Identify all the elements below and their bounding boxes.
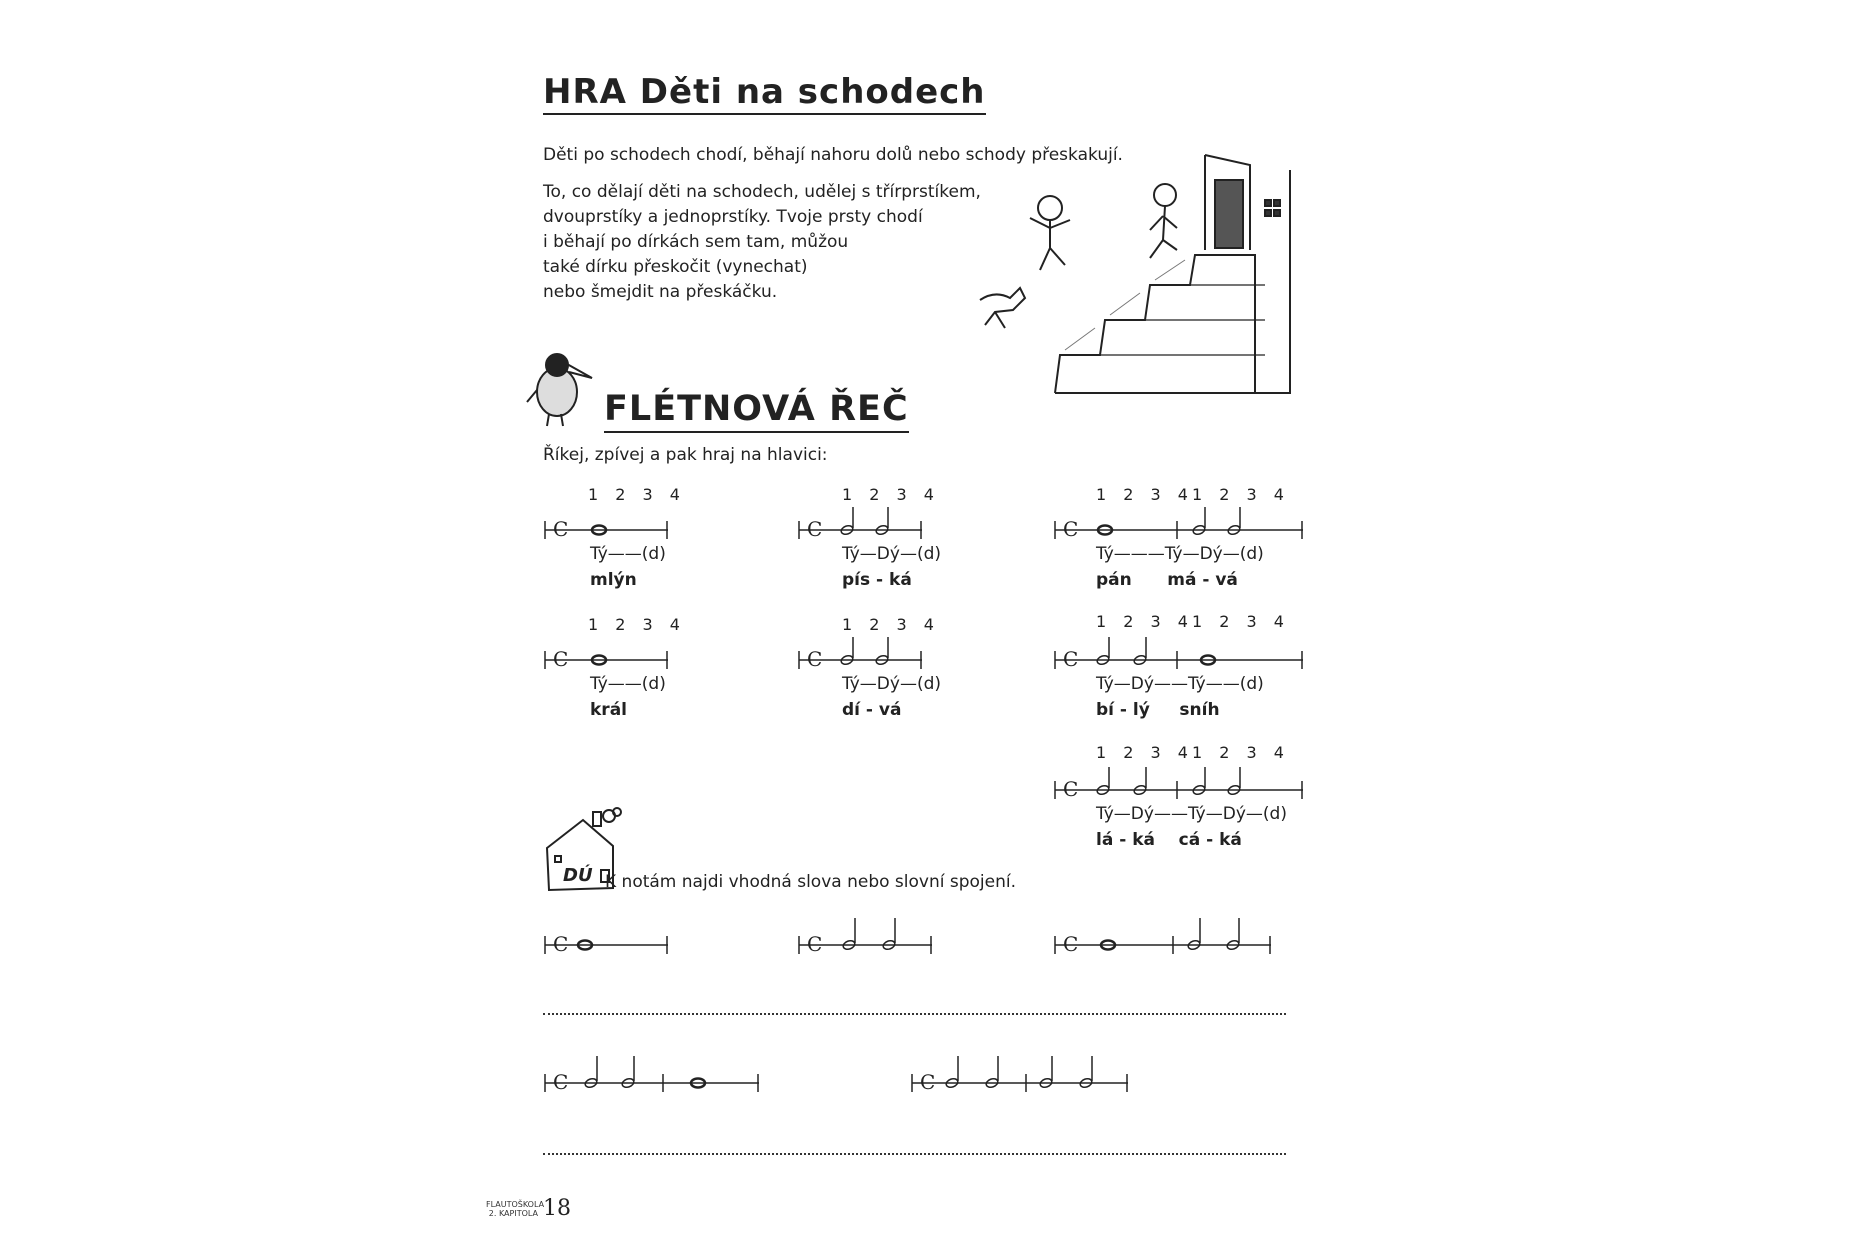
svg-text:C: C bbox=[1063, 647, 1079, 671]
svg-text:C: C bbox=[1063, 777, 1079, 801]
svg-text:C: C bbox=[553, 647, 569, 671]
svg-text:C: C bbox=[553, 932, 569, 956]
section-title-fletnova-rec: FLÉTNOVÁ ŘEČ bbox=[604, 390, 909, 433]
footer-book: FLAUTOŠKOLA bbox=[486, 1200, 545, 1209]
notation-staff bbox=[1053, 505, 1308, 545]
syllables: Tý—Dý—(d) bbox=[842, 544, 942, 564]
page-number: 18 bbox=[543, 1196, 571, 1221]
notation-staff bbox=[797, 505, 927, 545]
notation-staff bbox=[797, 635, 927, 675]
svg-text:C: C bbox=[920, 1070, 936, 1094]
notation-staff bbox=[1053, 635, 1308, 675]
answer-line[interactable] bbox=[543, 1153, 1286, 1155]
beat-counts: 1 2 3 4 bbox=[1192, 743, 1290, 762]
instructions-paragraph bbox=[543, 180, 981, 305]
beat-counts: 1 2 3 4 bbox=[842, 485, 940, 504]
instruction-line: To, co dělají děti na schodech, udělej s třírprstíkem, bbox=[543, 182, 981, 202]
instruction-line: dvouprstíky a jednoprstíky. Tvoje prsty chodí bbox=[543, 207, 923, 227]
beat-counts: 1 2 3 4 bbox=[1096, 485, 1194, 504]
instruction-line: nebo šmejdit na přeskáčku. bbox=[543, 282, 778, 302]
notation-staff bbox=[1053, 765, 1308, 805]
svg-text:C: C bbox=[553, 517, 569, 541]
syllables: Tý——(d) bbox=[590, 544, 666, 564]
beat-counts: 1 2 3 4 bbox=[1192, 612, 1290, 631]
syllables: Tý———Tý—Dý—(d) bbox=[1096, 544, 1264, 564]
homework-staff bbox=[543, 920, 673, 960]
svg-text:C: C bbox=[1063, 932, 1079, 956]
syllables: Tý—Dý——Tý—Dý—(d) bbox=[1096, 804, 1287, 824]
svg-text:C: C bbox=[553, 1070, 569, 1094]
section-title-hra: HRA Děti na schodech bbox=[543, 74, 986, 115]
children-on-stairs-illustration bbox=[965, 150, 1300, 395]
answer-line[interactable] bbox=[543, 1013, 1286, 1015]
word: dí - vá bbox=[842, 700, 902, 720]
beat-counts: 1 2 3 4 bbox=[1096, 743, 1194, 762]
homework-staff bbox=[543, 1048, 763, 1098]
beat-counts: 1 2 3 4 bbox=[842, 615, 940, 634]
syllables: Tý—Dý——Tý——(d) bbox=[1096, 674, 1264, 694]
homework-badge: DÚ bbox=[563, 865, 593, 886]
word: mlýn bbox=[590, 570, 637, 590]
beat-counts: 1 2 3 4 bbox=[588, 485, 686, 504]
syllables: Tý—Dý—(d) bbox=[842, 674, 942, 694]
instruction-line: také dírku přeskočit (vynechat) bbox=[543, 257, 808, 277]
beat-counts: 1 2 3 4 bbox=[1096, 612, 1194, 631]
instruction-line: i běhají po dírkách sem tam, můžou bbox=[543, 232, 849, 252]
word: pán má - vá bbox=[1096, 570, 1238, 590]
word: bí - lý sníh bbox=[1096, 700, 1220, 720]
homework-staff bbox=[797, 910, 937, 960]
svg-text:C: C bbox=[807, 647, 823, 671]
section2-instruction: Říkej, zpívej a pak hraj na hlavici: bbox=[543, 445, 828, 465]
svg-text:C: C bbox=[807, 517, 823, 541]
intro-text: Děti po schodech chodí, běhají nahoru dolů nebo schody přeskakují. bbox=[543, 145, 1123, 165]
homework-task: K notám najdi vhodná slova nebo slovní spojení. bbox=[605, 872, 1016, 892]
word: lá - ká cá - ká bbox=[1096, 830, 1242, 850]
word: pís - ká bbox=[842, 570, 912, 590]
notation-staff bbox=[543, 515, 673, 545]
footer-book-info bbox=[486, 1200, 545, 1218]
bird-illustration bbox=[527, 350, 597, 430]
homework-staff bbox=[910, 1048, 1135, 1098]
notation-staff bbox=[543, 645, 673, 675]
syllables: Tý——(d) bbox=[590, 674, 666, 694]
beat-counts: 1 2 3 4 bbox=[1192, 485, 1290, 504]
beat-counts: 1 2 3 4 bbox=[588, 615, 686, 634]
svg-text:C: C bbox=[807, 932, 823, 956]
footer-chapter: 2. KAPITOLA bbox=[488, 1209, 538, 1218]
word: král bbox=[590, 700, 627, 720]
svg-text:C: C bbox=[1063, 517, 1079, 541]
homework-staff bbox=[1053, 910, 1278, 960]
